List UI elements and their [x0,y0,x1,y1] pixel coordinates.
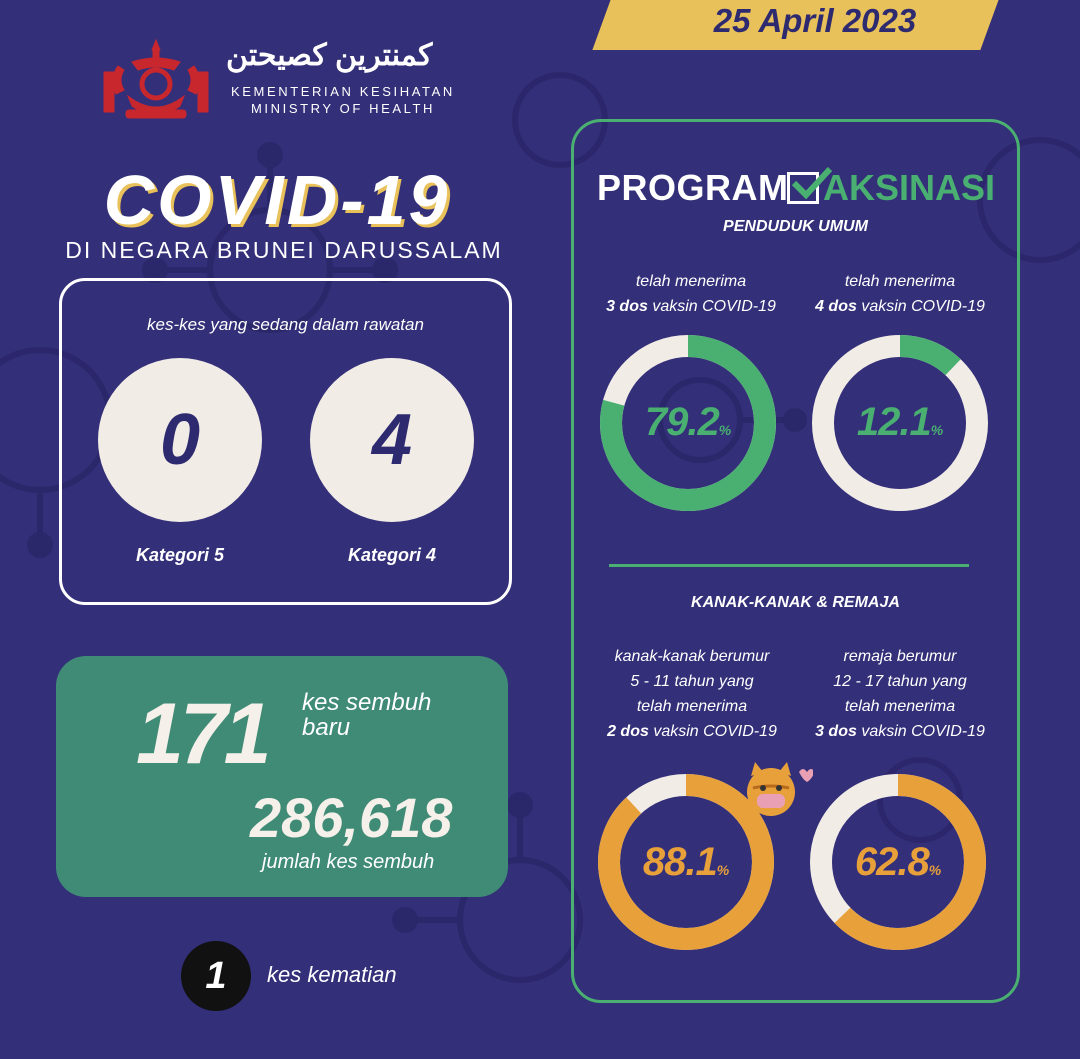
percent-value: 79.2 [644,400,719,444]
children-desc [592,644,792,744]
percent-sign: % [928,862,942,878]
death-label: kes kematian [267,962,397,987]
dose-3: 3 dos [606,298,648,315]
children-youth-title: KANAK-KANAK & REMAJA [691,594,900,611]
children-desc-line1: kanak-kanak berumur [614,648,770,665]
category-5-value: 0 [98,358,262,522]
treatment-label: kes-kes yang sedang dalam rawatan [147,315,424,334]
youth-desc-line3: telah menerima [844,698,956,715]
ministry-name-malay: KEMENTERIAN KESIHATAN [231,84,455,99]
general-desc-3-line1: telah menerima [635,273,747,290]
percent-value: 62.8 [854,840,929,884]
percent-youth [808,840,988,885]
vaccine-text: vaksin COVID-19 [652,298,776,315]
youth-desc [800,644,1000,744]
youth-desc-line1: remaja berumur [843,648,957,665]
youth-desc-line4 [800,719,1000,744]
percent-general-3-doses [598,400,778,445]
percent-value: 12.1 [856,400,931,444]
vaccination-title-aksinasi: AKSINASI [823,167,996,208]
general-desc-4-doses [800,269,1000,319]
dose-4: 4 dos [815,298,857,315]
vaccination-title-program: PROGRAM [597,167,789,208]
percent-sign: % [930,422,944,438]
percent-sign: % [718,422,732,438]
checkmark-icon [787,172,819,204]
dose-3: 3 dos [815,723,857,740]
vaccine-text: vaksin COVID-19 [861,298,985,315]
general-desc-3-line2 [591,294,791,319]
new-recovered-label: kes sembuh baru [302,689,432,741]
general-desc-4-line2 [800,294,1000,319]
page-title: COVID-19 [103,161,451,239]
new-recovered-count: 171 [136,686,268,782]
percent-sign: % [716,862,730,878]
ministry-name-english: MINISTRY OF HEALTH [251,101,436,116]
vaccine-text: vaksin COVID-19 [653,723,777,740]
vaccine-text: vaksin COVID-19 [861,723,985,740]
general-desc-4-line1: telah menerima [844,273,956,290]
general-population-title: PENDUDUK UMUM [723,218,868,235]
youth-desc-line2: 12 - 17 tahun yang [833,673,967,690]
category-5-label: Kategori 5 [135,545,225,565]
children-desc-line3: telah menerima [636,698,748,715]
percent-children [596,840,776,885]
page-subtitle: DI NEGARA BRUNEI DARUSSALAM [65,237,503,263]
cat-mascot-icon [741,758,813,830]
date-label: 25 April 2023 [713,2,917,39]
section-divider [609,564,969,567]
general-desc-3-doses [591,269,791,319]
children-desc-line4 [592,719,792,744]
death-count: 1 [181,941,251,1011]
percent-general-4-doses [810,400,990,445]
total-recovered-label: jumlah kes sembuh [262,851,435,873]
brunei-crest-icon [98,36,214,124]
children-desc-line2: 5 - 11 tahun yang [630,673,754,690]
category-4-value: 4 [310,358,474,522]
category-4-label: Kategori 4 [347,545,437,565]
dose-2: 2 dos [607,723,649,740]
total-recovered-count: 286,618 [250,786,453,849]
ministry-name-jawi: كمنترين كصيحتن [226,39,433,72]
percent-value: 88.1 [642,840,717,884]
